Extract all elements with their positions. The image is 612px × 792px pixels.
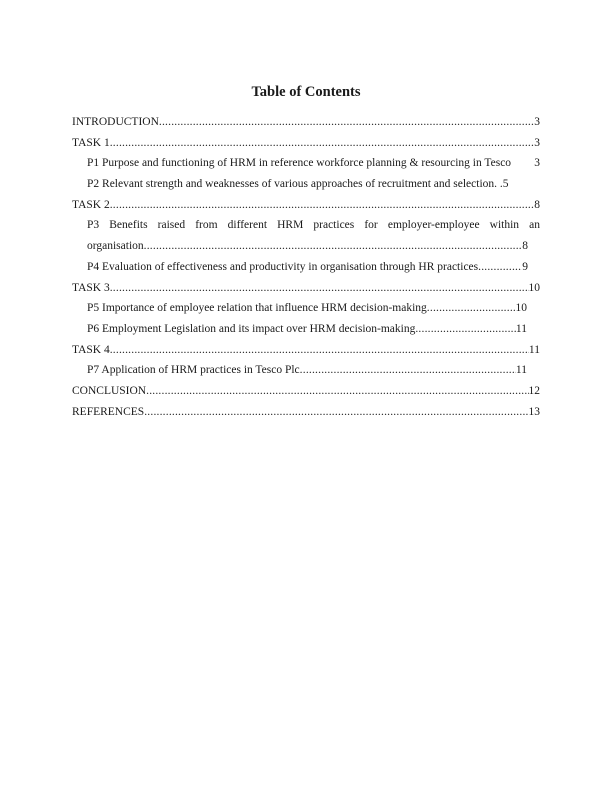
toc-entry-label: P5 Importance of employee relation that influence HRM decision-making (87, 302, 427, 315)
dot-leader (300, 360, 516, 381)
toc-entry-task-1[interactable] (72, 133, 540, 154)
toc-entry-label: P6 Employment Legislation and its impact over HRM decision-making (87, 322, 416, 335)
dot-leader (144, 402, 528, 423)
dot-leader (110, 133, 535, 154)
toc-entry-label: P3 Benefits raised from different HRM practices for employer-employee within an (87, 219, 540, 232)
toc-page-number: 11 (515, 364, 527, 377)
toc-entry-label: P4 Evaluation of effectiveness and productivity in organisation through HR practices (87, 260, 479, 273)
toc-page-number: 8 (522, 240, 528, 253)
toc-page-number: 11 (528, 343, 540, 356)
toc-entry-p3-line1[interactable] (72, 215, 540, 236)
dot-leader (146, 381, 528, 402)
dot-leader (110, 340, 529, 361)
toc-page-number: 10 (528, 281, 540, 294)
toc-page-number: 5 (502, 178, 509, 191)
toc-entry-task-4[interactable] (72, 340, 540, 361)
toc-page-number: 3 (534, 157, 540, 170)
toc-entry-label: P7 Application of HRM practices in Tesco Plc (87, 364, 300, 377)
toc-entry-label: TASK 1 (72, 136, 110, 149)
dot-leader (415, 319, 516, 340)
toc-page-number: 9 (522, 260, 528, 273)
toc-entry-conclusion[interactable] (72, 381, 540, 402)
dot-leader (427, 298, 516, 319)
toc-entry-p1[interactable] (72, 153, 540, 174)
toc-entry-p5[interactable] (72, 298, 540, 319)
dot-leader (110, 278, 529, 299)
toc-page-number: 13 (528, 405, 540, 418)
toc-entry-p4[interactable] (72, 257, 540, 278)
toc-entry-label: P1 Purpose and functioning of HRM in reference workforce planning & resourcing in Tesco (87, 157, 512, 170)
toc-entry-p6[interactable] (72, 319, 540, 340)
toc-entry-label: REFERENCES (72, 405, 145, 418)
toc-entry-references[interactable] (72, 402, 540, 423)
toc-entry-p3-line2[interactable] (72, 236, 540, 257)
toc-entry-p7[interactable] (72, 360, 540, 381)
toc-entry-task-2[interactable] (72, 195, 540, 216)
toc-entry-label: CONCLUSION (72, 384, 147, 397)
toc-page-number: 12 (528, 384, 540, 397)
dot-leader (110, 195, 535, 216)
toc-page-number: 10 (515, 302, 527, 315)
toc-page-number: 8 (534, 198, 540, 211)
dot-leader (159, 112, 534, 133)
toc-entry-label: organisation (87, 240, 144, 253)
toc-entry-label: P2 Relevant strength and weaknesses of various approaches of recruitment and selection. . (87, 178, 503, 191)
toc-entry-label: INTRODUCTION (72, 116, 159, 128)
toc-entry-introduction[interactable] (72, 112, 540, 133)
toc-entry-label: TASK 2 (72, 198, 110, 211)
toc-entry-task-3[interactable] (72, 278, 540, 299)
toc-entry-label: TASK 4 (72, 343, 110, 356)
toc-entry-label: TASK 3 (72, 281, 110, 294)
toc-page-number: 3 (534, 136, 540, 149)
dot-leader (144, 236, 523, 257)
toc-title: Table of Contents (251, 84, 361, 100)
dot-leader (478, 257, 522, 278)
toc-page-number: 11 (515, 322, 527, 335)
toc-entry-p2[interactable] (72, 174, 540, 195)
table-of-contents (72, 112, 540, 422)
toc-page-number: 3 (534, 116, 540, 128)
